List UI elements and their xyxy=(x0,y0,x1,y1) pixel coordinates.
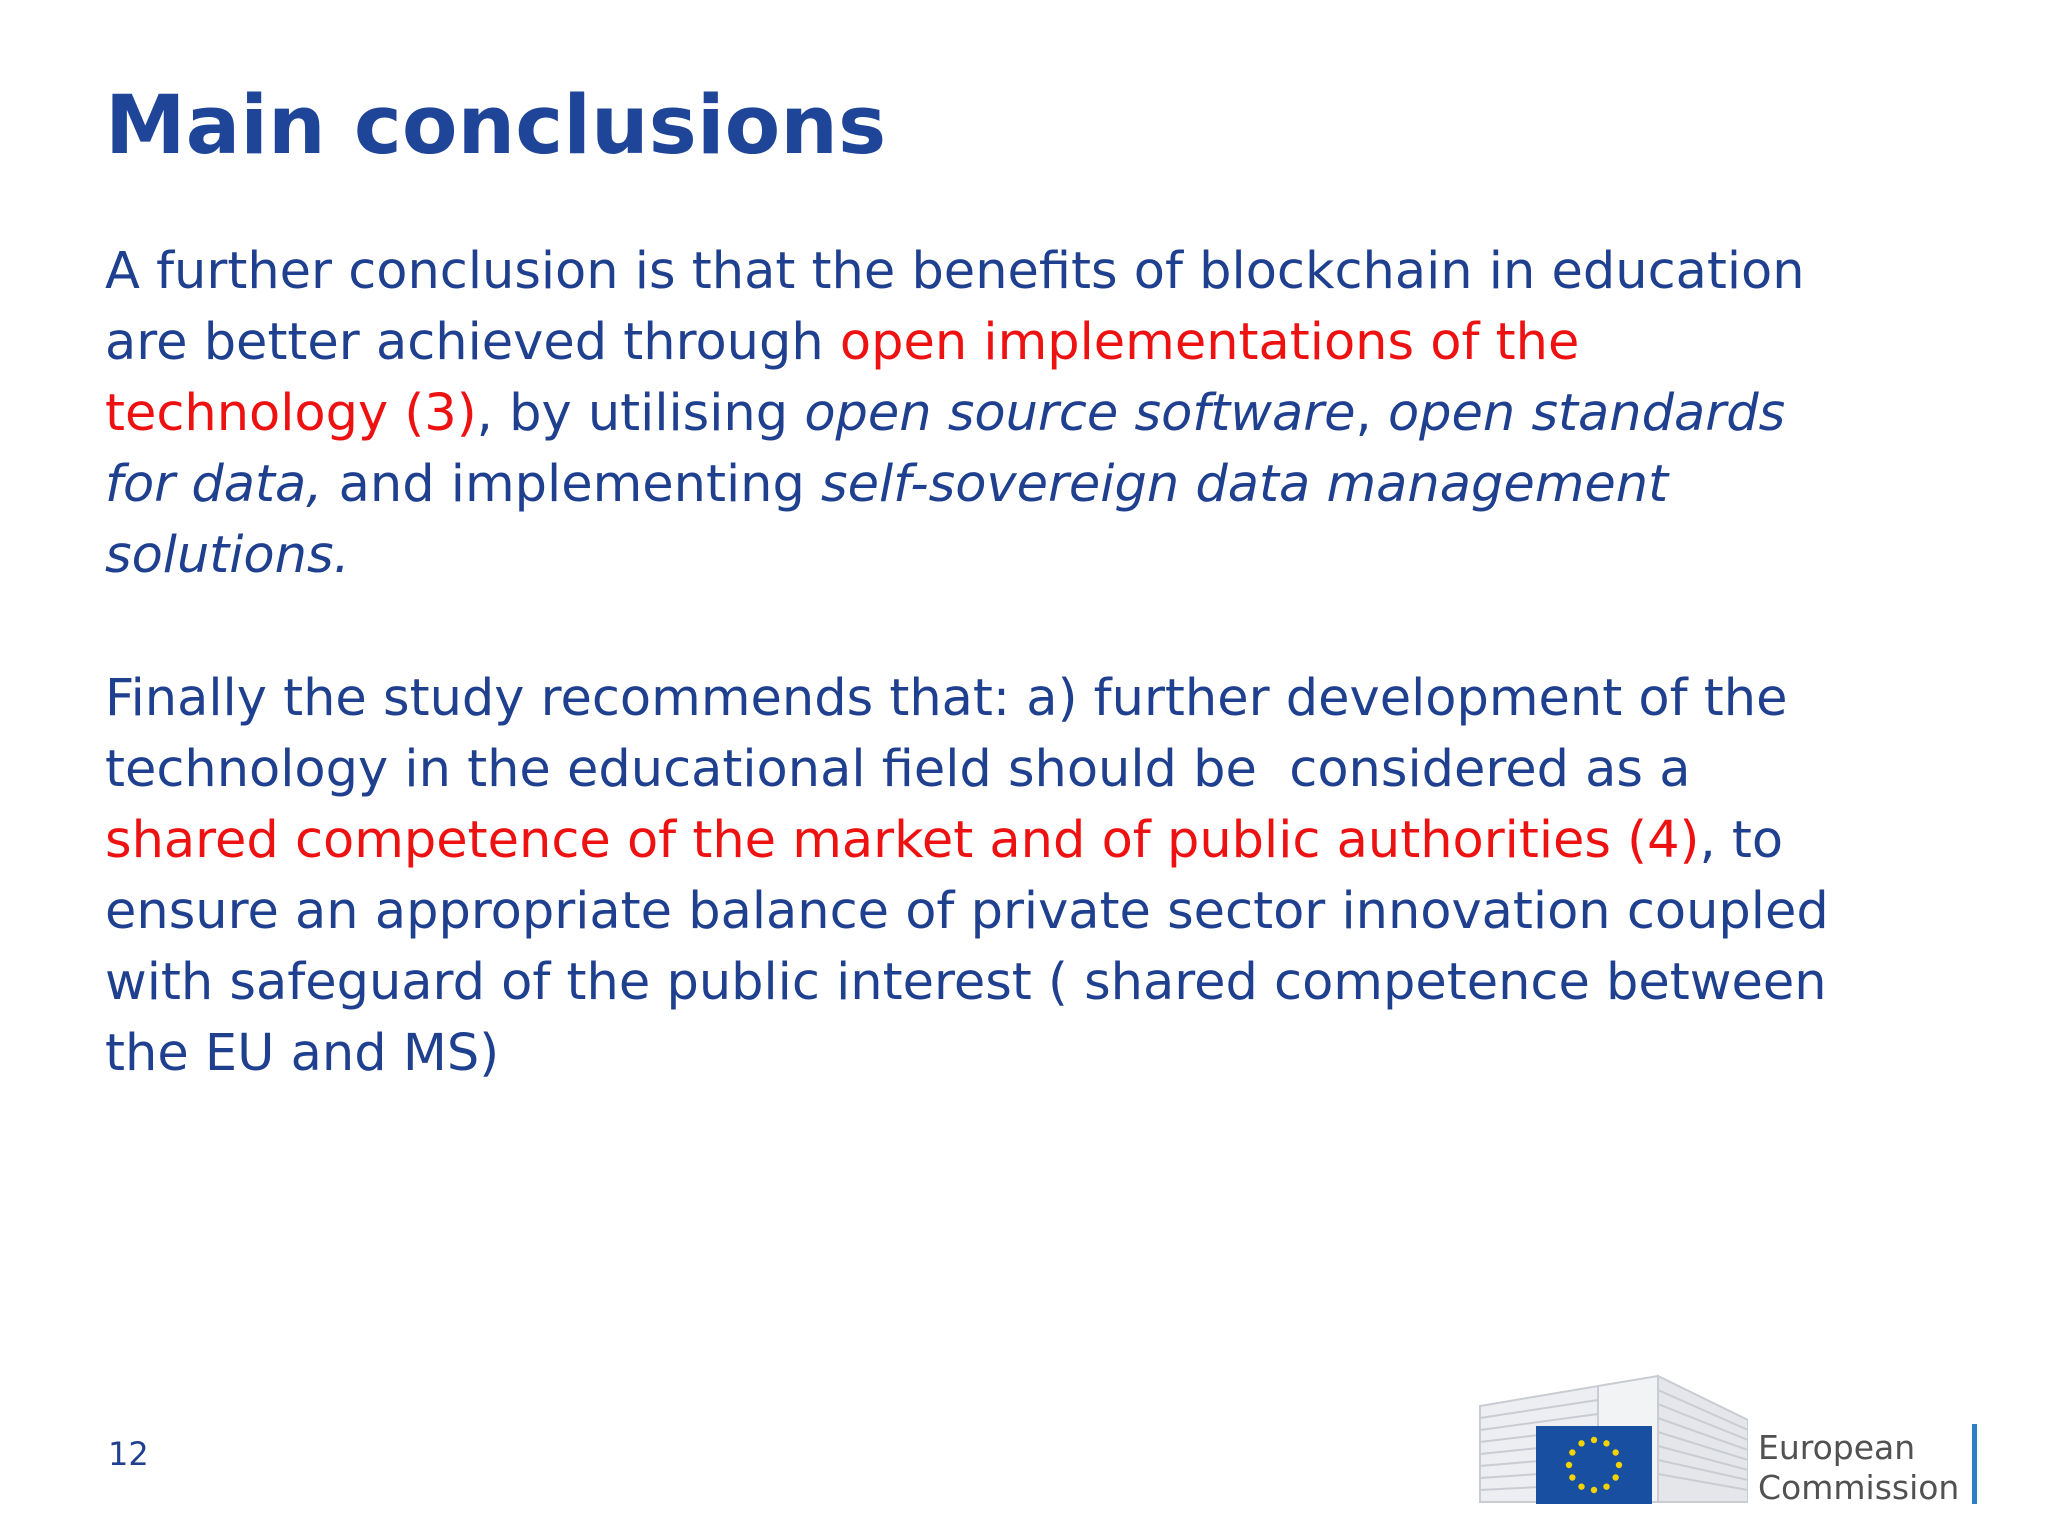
text-run: Finally the study recommends that: a) further development of the xyxy=(105,669,1788,728)
text-line xyxy=(105,947,1965,1018)
eu-star xyxy=(1591,1487,1597,1493)
eu-star xyxy=(1603,1483,1609,1489)
eu-star xyxy=(1612,1449,1618,1455)
eu-star xyxy=(1578,1440,1584,1446)
berlaymont-building-icon xyxy=(1478,1372,1748,1506)
text-run: , xyxy=(1355,384,1388,443)
eu-star xyxy=(1616,1462,1622,1468)
logo-line-european: European xyxy=(1758,1428,1916,1467)
emphasis-solutions: solutions. xyxy=(105,526,350,585)
highlight-open-implementations: open implementations of the xyxy=(839,313,1580,372)
highlight-technology-ref: technology (3) xyxy=(105,384,477,443)
text-line xyxy=(105,1018,1965,1089)
text-line xyxy=(105,378,1965,449)
eu-star xyxy=(1591,1437,1597,1443)
text-run: A further conclusion is that the benefits of blockchain in education xyxy=(105,242,1805,301)
eu-star xyxy=(1578,1483,1584,1489)
eu-star xyxy=(1569,1474,1575,1480)
text-run: are better achieved through xyxy=(105,313,840,372)
recommendation-paragraph xyxy=(105,663,1965,1089)
highlight-shared-competence: shared competence of the market and of public authorities (4) xyxy=(105,811,1700,870)
conclusion-paragraph xyxy=(105,236,1965,591)
emphasis-open-standards: open standards xyxy=(1387,384,1786,443)
page-title: Main conclusions xyxy=(105,79,887,173)
text-line xyxy=(105,236,1965,307)
text-line xyxy=(105,805,1965,876)
eu-star xyxy=(1569,1449,1575,1455)
page-number: 12 xyxy=(108,1435,149,1473)
logo-line-commission: Commission xyxy=(1758,1468,1960,1507)
text-line xyxy=(105,449,1965,520)
emphasis-self-sovereign: self-sovereign data management xyxy=(821,455,1669,514)
eu-star xyxy=(1603,1440,1609,1446)
text-run: , to xyxy=(1699,811,1784,870)
eu-flag-icon xyxy=(1536,1426,1652,1504)
text-run: and implementing xyxy=(322,455,822,514)
european-commission-logo xyxy=(1478,1372,1988,1506)
text-run: with safeguard of the public interest ( shared competence between xyxy=(105,953,1827,1012)
emphasis-open-source: open source software xyxy=(804,384,1356,443)
text-line xyxy=(105,663,1965,734)
text-line xyxy=(105,734,1965,805)
eu-star xyxy=(1566,1462,1572,1468)
emphasis-for-data: for data, xyxy=(105,455,323,514)
eu-star xyxy=(1612,1474,1618,1480)
text-line xyxy=(105,520,1965,591)
text-run: ensure an appropriate balance of private sector innovation coupled xyxy=(105,882,1829,941)
text-run: , by utilising xyxy=(476,384,805,443)
text-run: technology in the educational field should be considered as a xyxy=(105,740,1691,799)
text-run: the EU and MS) xyxy=(105,1024,500,1083)
text-line xyxy=(105,307,1965,378)
logo-text xyxy=(1758,1428,1959,1508)
logo-divider xyxy=(1972,1424,1977,1504)
text-line xyxy=(105,876,1965,947)
